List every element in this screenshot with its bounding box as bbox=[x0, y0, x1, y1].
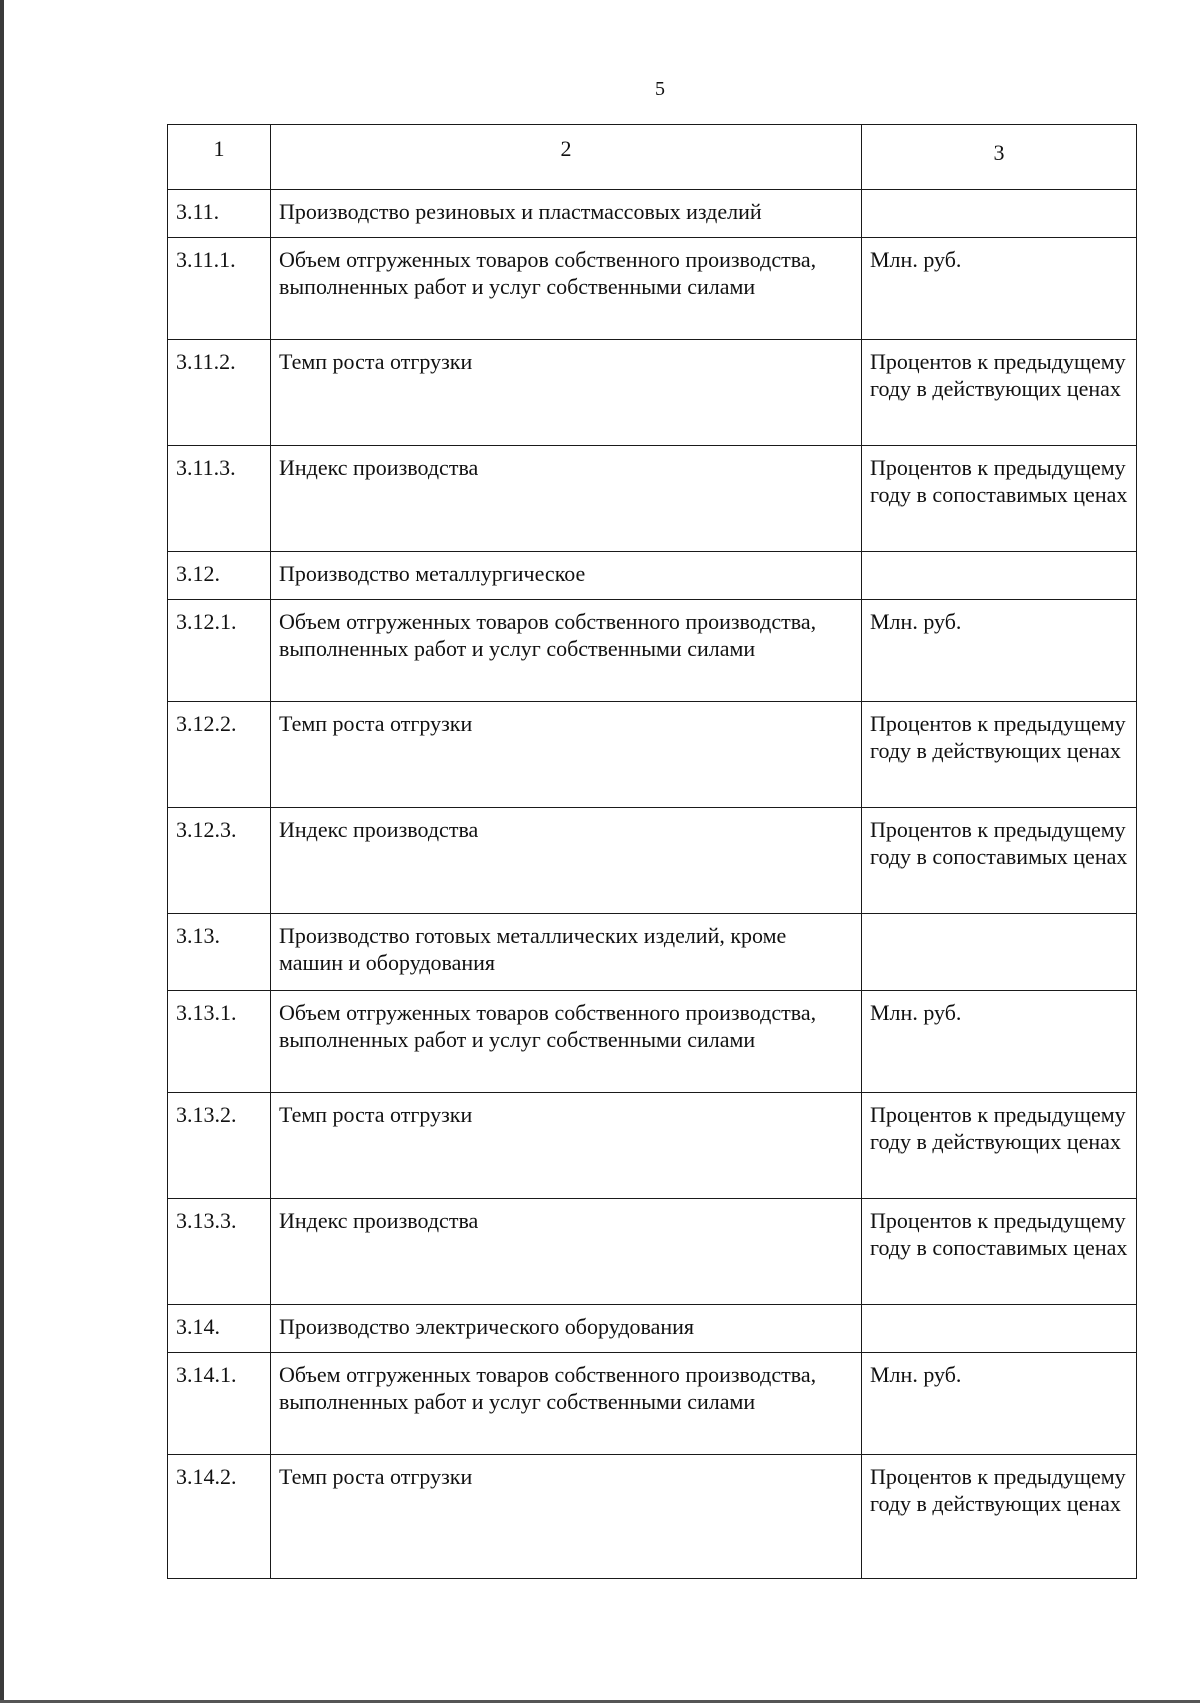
header-cell: 2 bbox=[271, 125, 862, 190]
row-name: Производство металлургическое bbox=[271, 552, 862, 600]
row-number: 3.12.1. bbox=[168, 600, 271, 702]
row-name: Производство электрического оборудования bbox=[271, 1305, 862, 1353]
table-row bbox=[168, 446, 1137, 552]
row-unit bbox=[862, 1305, 1137, 1353]
row-name: Производство готовых металлических изделий, кроме машин и оборудования bbox=[271, 914, 862, 991]
row-number: 3.13.2. bbox=[168, 1093, 271, 1199]
row-unit bbox=[862, 914, 1137, 991]
row-number: 3.14.1. bbox=[168, 1353, 271, 1455]
table-row bbox=[168, 238, 1137, 340]
table-row bbox=[168, 190, 1137, 238]
table-row bbox=[168, 1305, 1137, 1353]
row-unit: Процентов к предыдущему году в сопоставимых ценах bbox=[862, 1199, 1137, 1305]
row-name: Темп роста отгрузки bbox=[271, 1455, 862, 1579]
row-unit: Процентов к предыдущему году в сопоставимых ценах bbox=[862, 808, 1137, 914]
table-row bbox=[168, 1455, 1137, 1579]
scan-left-edge bbox=[0, 0, 4, 1703]
row-number: 3.12. bbox=[168, 552, 271, 600]
row-unit: Млн. руб. bbox=[862, 1353, 1137, 1455]
row-unit bbox=[862, 552, 1137, 600]
header-cell: 3 bbox=[862, 125, 1137, 190]
row-number: 3.12.3. bbox=[168, 808, 271, 914]
header-cell: 1 bbox=[168, 125, 271, 190]
row-number: 3.11.2. bbox=[168, 340, 271, 446]
indicators-table bbox=[167, 124, 1137, 1579]
row-number: 3.13. bbox=[168, 914, 271, 991]
table-row bbox=[168, 552, 1137, 600]
row-unit: Млн. руб. bbox=[862, 600, 1137, 702]
row-number: 3.11.1. bbox=[168, 238, 271, 340]
row-name: Темп роста отгрузки bbox=[271, 340, 862, 446]
row-name: Объем отгруженных товаров собственного производства, выполненных работ и услуг собственными силами bbox=[271, 238, 862, 340]
table-row bbox=[168, 1353, 1137, 1455]
table-row bbox=[168, 1093, 1137, 1199]
row-unit: Процентов к предыдущему году в сопоставимых ценах bbox=[862, 446, 1137, 552]
row-name: Темп роста отгрузки bbox=[271, 1093, 862, 1199]
row-name: Объем отгруженных товаров собственного производства, выполненных работ и услуг собственными силами bbox=[271, 1353, 862, 1455]
row-number: 3.12.2. bbox=[168, 702, 271, 808]
row-number: 3.14. bbox=[168, 1305, 271, 1353]
table-row bbox=[168, 1199, 1137, 1305]
row-number: 3.13.1. bbox=[168, 991, 271, 1093]
row-number: 3.13.3. bbox=[168, 1199, 271, 1305]
table-row bbox=[168, 808, 1137, 914]
row-unit: Млн. руб. bbox=[862, 991, 1137, 1093]
table-row bbox=[168, 600, 1137, 702]
table-row bbox=[168, 702, 1137, 808]
row-name: Индекс производства bbox=[271, 446, 862, 552]
row-unit: Процентов к предыдущему году в действующих ценах bbox=[862, 1093, 1137, 1199]
row-unit bbox=[862, 190, 1137, 238]
row-number: 3.14.2. bbox=[168, 1455, 271, 1579]
row-name: Производство резиновых и пластмассовых изделий bbox=[271, 190, 862, 238]
table-row bbox=[168, 914, 1137, 991]
row-unit: Млн. руб. bbox=[862, 238, 1137, 340]
table-row bbox=[168, 340, 1137, 446]
row-unit: Процентов к предыдущему году в действующих ценах bbox=[862, 340, 1137, 446]
page-number: 5 bbox=[655, 78, 665, 100]
table-row bbox=[168, 991, 1137, 1093]
row-name: Темп роста отгрузки bbox=[271, 702, 862, 808]
table-header-row bbox=[168, 125, 1137, 190]
row-name: Объем отгруженных товаров собственного производства, выполненных работ и услуг собственными силами bbox=[271, 600, 862, 702]
row-name: Объем отгруженных товаров собственного производства, выполненных работ и услуг собственными силами bbox=[271, 991, 862, 1093]
row-number: 3.11.3. bbox=[168, 446, 271, 552]
row-unit: Процентов к предыдущему году в действующих ценах bbox=[862, 702, 1137, 808]
row-number: 3.11. bbox=[168, 190, 271, 238]
row-unit: Процентов к предыдущему году в действующих ценах bbox=[862, 1455, 1137, 1579]
row-name: Индекс производства bbox=[271, 808, 862, 914]
row-name: Индекс производства bbox=[271, 1199, 862, 1305]
